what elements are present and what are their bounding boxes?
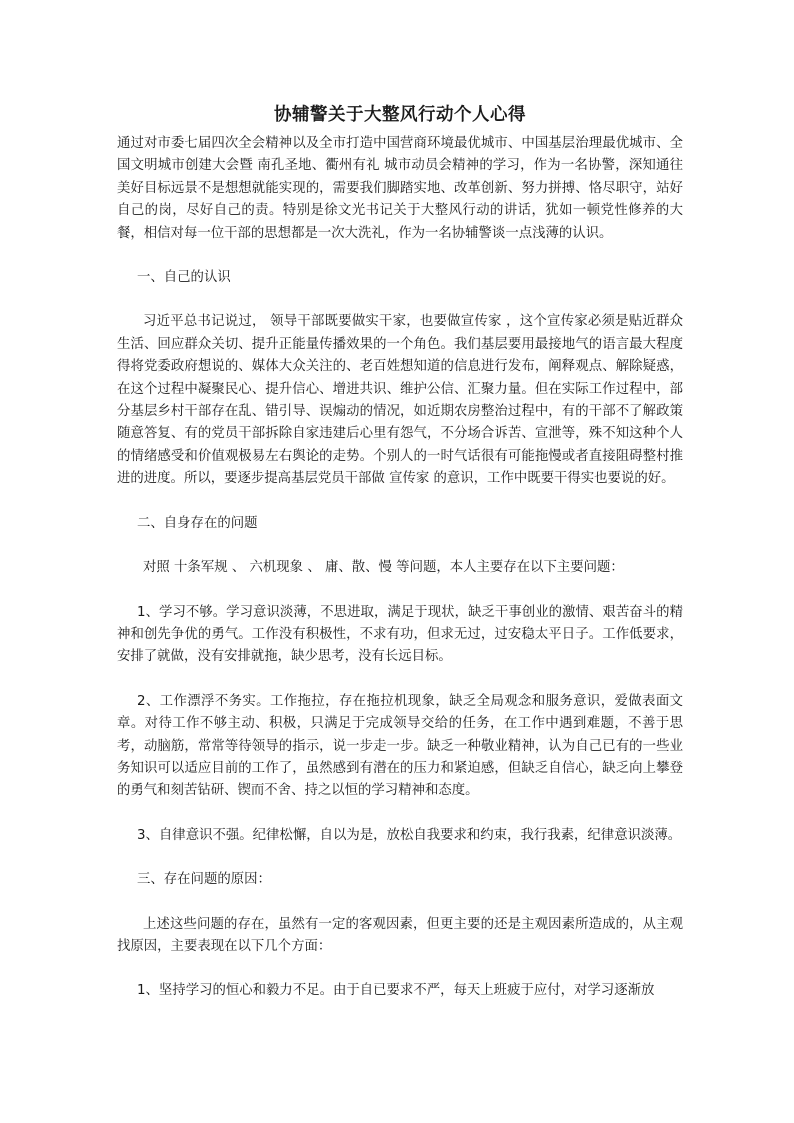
spacer	[117, 580, 683, 602]
spacer	[117, 847, 683, 869]
document-page	[117, 103, 683, 1003]
spacer	[117, 535, 683, 557]
section-heading-3: 三、存在问题的原因：	[137, 872, 271, 888]
list-item: 1、坚持学习的恒心和毅力不足。由于自已要求不严，每天上班疲于应付，对学习逐渐放	[137, 983, 655, 999]
spacer	[117, 892, 683, 914]
list-item: 1、学习不够。学习意识淡薄，不思进取，满足于现状，缺乏干事创业的激情、艰苦奋斗的精神和创先争优的勇气。工作没有积极性，不求有功，但求无过，过安稳太平日子。工作低要求，安排了就做，没有安排就拖，缺少思考，没有长远目标。	[117, 604, 683, 665]
body-paragraph: 对照 十条军规 、 六机现象 、 庸、散、慢 等问题，本人主要存在以下主要问题：	[143, 560, 624, 576]
list-item: 2、工作漂浮不务实。工作拖拉，存在拖拉机现象，缺乏全局观念和服务意识，爱做表面文章。对待工作不够主动、积极，只满足于完成领导交给的任务，在工作中遇到难题，不善于思考，动脑筋，常常等待领导的指示，说一步走一步。缺乏一种敬业精神，认为自己已有的一些业务知识可以适应目前的工作了，虽然感到有潜在的压力和紧迫感，但缺乏自信心，缺乏向上攀登的勇气和刻苦钻研、锲而不舍、持之以恒的学习精神和态度。	[117, 693, 683, 799]
spacer	[117, 803, 683, 825]
body-paragraph: 上述这些问题的存在，虽然有一定的客观因素，但更主要的还是主观因素所造成的，从主观找原因，主要表现在以下几个方面：	[117, 916, 683, 954]
intro-paragraph: 通过对市委七届四次全会精神以及全市打造中国营商环境最优城市、中国基层治理最优城市、全国文明城市创建大会暨 南孔圣地、衢州有礼 城市动员会精神的学习，作为一名协警，深知通往美好目标远景不是想想就能实现的，需要我们脚踏实地、改革创新、努力拼搏、恪尽职守，站好自己的岗，尽好自己的责。特别是徐文光书记关于大整风行动的讲话，犹如一顿党性修养的大餐，相信对每一位干部的思想都是一次大洗礼，作为一名协辅警谈一点浅薄的认识。	[117, 136, 683, 241]
section-heading-1: 一、自己的认识	[137, 270, 231, 286]
body-paragraph: 习近平总书记说过， 领导干部既要做实干家，也要做宣传家 ，这个宣传家必须是贴近群众生活、回应群众关切、提升正能量传播效果的一个角色。我们基层要用最接地气的语言最大程度得将党委政府想说的、媒体大众关注的、老百姓想知道的信息进行发布，阐释观点、解除疑惑，在这个过程中凝聚民心、提升信心、增进共识、维护公信、汇聚力量。但在实际工作过程中，部分基层乡村干部存在乱、错引导、误煽动的情况，如近期农房整治过程中，有的干部不了解政策随意答复、有的党员干部拆除自家违建后心里有怨气，不分场合诉苦、宣泄等，殊不知这种个人的情绪感受和价值观极易左右舆论的走势。个别人的一时气话很有可能拖慢或者直接阻碍整村推进的进度。所以，要逐步提高基层党员干部做 宣传家 的意识，工作中既要干得实也要说的好。	[117, 314, 683, 487]
spacer	[117, 491, 683, 513]
spacer	[117, 669, 683, 691]
spacer	[117, 289, 683, 311]
list-item: 3、自律意识不强。纪律松懈，自以为是，放松自我要求和约束，我行我素，纪律意识淡薄。	[137, 827, 682, 843]
spacer	[117, 245, 683, 267]
spacer	[117, 958, 683, 980]
section-heading-2: 二、自身存在的问题	[137, 515, 258, 531]
document-title: 协辅警关于大整风行动个人心得	[274, 105, 526, 125]
